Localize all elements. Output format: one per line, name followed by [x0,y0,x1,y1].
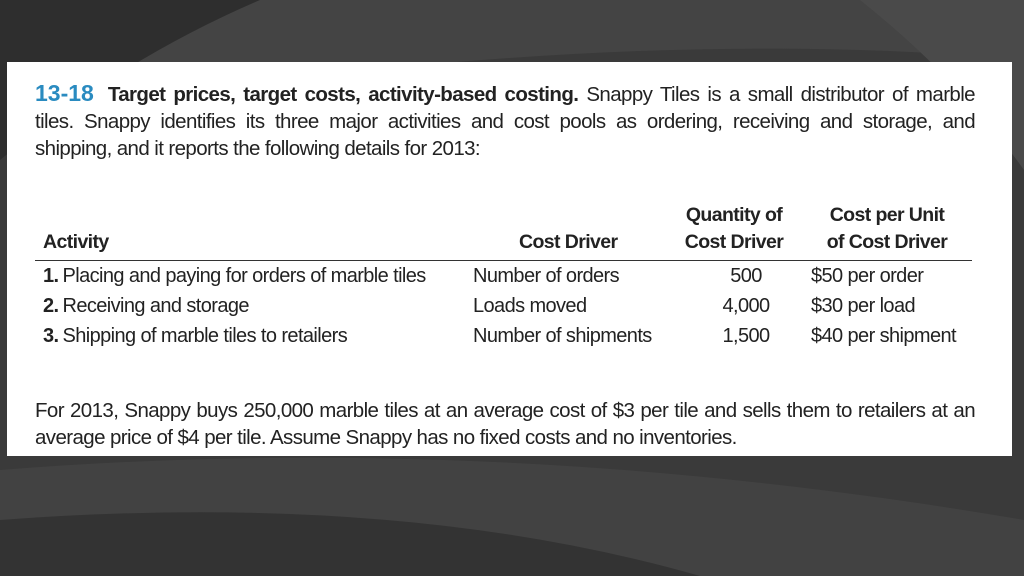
header-cost-line1: Cost per Unit [829,204,945,226]
problem-panel [7,62,1012,456]
quantity-cell: 1,500 [722,325,770,347]
header-cost-driver: Cost Driver [519,231,618,253]
activity-text: Placing and paying for orders of marble tiles [62,265,426,287]
activity-cell [43,325,347,348]
table-row [7,295,1012,325]
quantity-cell: 4,000 [722,295,770,317]
table-row [7,325,1012,355]
header-cost-line2: of Cost Driver [826,231,948,253]
activity-text: Receiving and storage [62,295,249,317]
problem-outro: For 2013, Snappy buys 250,000 marble tiles at an average cost of $3 per tile and sells them to retailers at an average price of $4 per tile. Assume Snappy has no fixed costs and no inventories. [35,399,975,449]
driver-cell: Loads moved [473,295,587,317]
problem-title: Target prices, target costs, activity-based costing. [107,83,579,106]
header-activity: Activity [43,231,109,253]
problem-intro [35,80,975,162]
row-index: 3. [43,325,59,347]
quantity-cell: 500 [730,265,762,287]
activity-cell [43,295,249,318]
cost-cell: $30 per load [811,295,916,317]
table-row [7,265,1012,295]
driver-cell: Number of orders [473,265,620,287]
header-quantity-line1: Quantity of [685,204,783,226]
cost-cell: $50 per order [811,265,924,287]
problem-number: 13-18 [35,80,94,106]
header-quantity-line2: Cost Driver [684,231,784,253]
row-index: 1. [43,265,59,287]
activity-cell [43,265,426,288]
activity-text: Shipping of marble tiles to retailers [62,325,348,347]
cost-cell: $40 per shipment [811,325,956,347]
problem-intro-text: Snappy Tiles is a small distributor of marble tiles. Snappy identifies its three major activities and cost pools as ordering, receiving and storage, and shipping, and it reports the following details for 2013: [35,83,975,160]
driver-cell: Number of shipments [473,325,652,347]
table-header-rule [35,260,972,261]
row-index: 2. [43,295,59,317]
